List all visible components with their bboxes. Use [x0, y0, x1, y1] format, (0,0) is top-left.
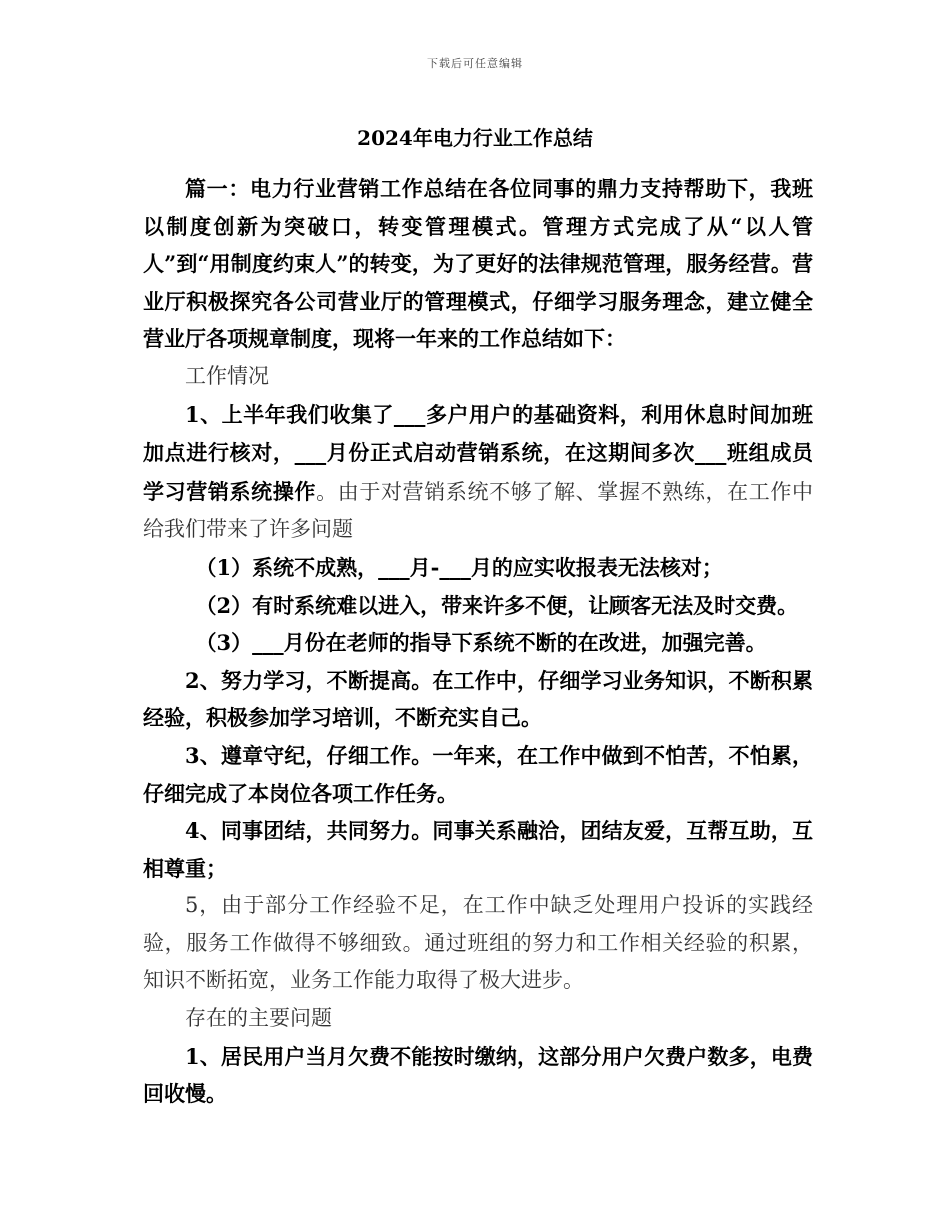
sub-item-1: （1）系统不成熟，___月-___月的应实收报表无法核对； [195, 554, 723, 580]
document-body [143, 170, 813, 1113]
header-note: 下载后可任意编辑 [427, 57, 523, 70]
problem-item-1: 1、居民用户当月欠费不能按时缴纳，这部分用户欠费户数多，电费回收慢。 [143, 1043, 813, 1107]
paragraph-item-2: 2、努力学习，不断提高。在工作中，仔细学习业务知识，不断积累经验，积极参加学习培训，不断充实自己。 [143, 667, 813, 731]
sub-item-3: （3）___月份在老师的指导下系统不断的在改进，加强完善。 [195, 630, 767, 656]
sub-item-2: （2）有时系统难以进入，带来许多不便，让顾客无法及时交费。 [195, 592, 799, 618]
paragraph-item-1-bold: 1、上半年我们收集了___多户用户的基础资料，利用休息时间加班加点进行核对，___月份正式启动营销系统，在这期间多次___班组成员学习营销系统操作 [143, 401, 813, 504]
section-heading-work-status: 工作情况 [185, 363, 269, 388]
section-heading-main-problems: 存在的主要问题 [185, 1006, 332, 1031]
paragraph-item-4: 4、同事团结，共同努力。同事关系融洽，团结友爱，互帮互助，互相尊重； [143, 818, 813, 881]
paragraph-item-1 [143, 396, 813, 549]
paragraph-item-1-light: 。由于对营销系统不够了解、掌握不熟练，在工作中给我们带来了许多问题 [143, 479, 814, 542]
paragraph-item-3: 3、遵章守纪，仔细工作。一年来，在工作中做到不怕苦，不怕累，仔细完成了本岗位各项工作任务。 [143, 742, 813, 806]
paragraph-item-5: 5，由于部分工作经验不足，在工作中缺乏处理用户投诉的实践经验，服务工作做得不够细致。通过班组的努力和工作相关经验的积累，知识不断拓宽，业务工作能力取得了极大进步。 [143, 893, 813, 993]
document-title: 2024年电力行业工作总结 [357, 126, 593, 150]
intro-paragraph: 篇一：电力行业营销工作总结在各位同事的鼎力支持帮助下，我班以制度创新为突破口，转变管理模式。管理方式完成了从“以人管人”到“用制度约束人”的转变，为了更好的法律规范管理，服务经营。营业厅积极探究各公司营业厅的管理模式，仔细学习服务理念，建立健全营业厅各项规章制度，现将一年来的工作总结如下： [143, 176, 813, 352]
